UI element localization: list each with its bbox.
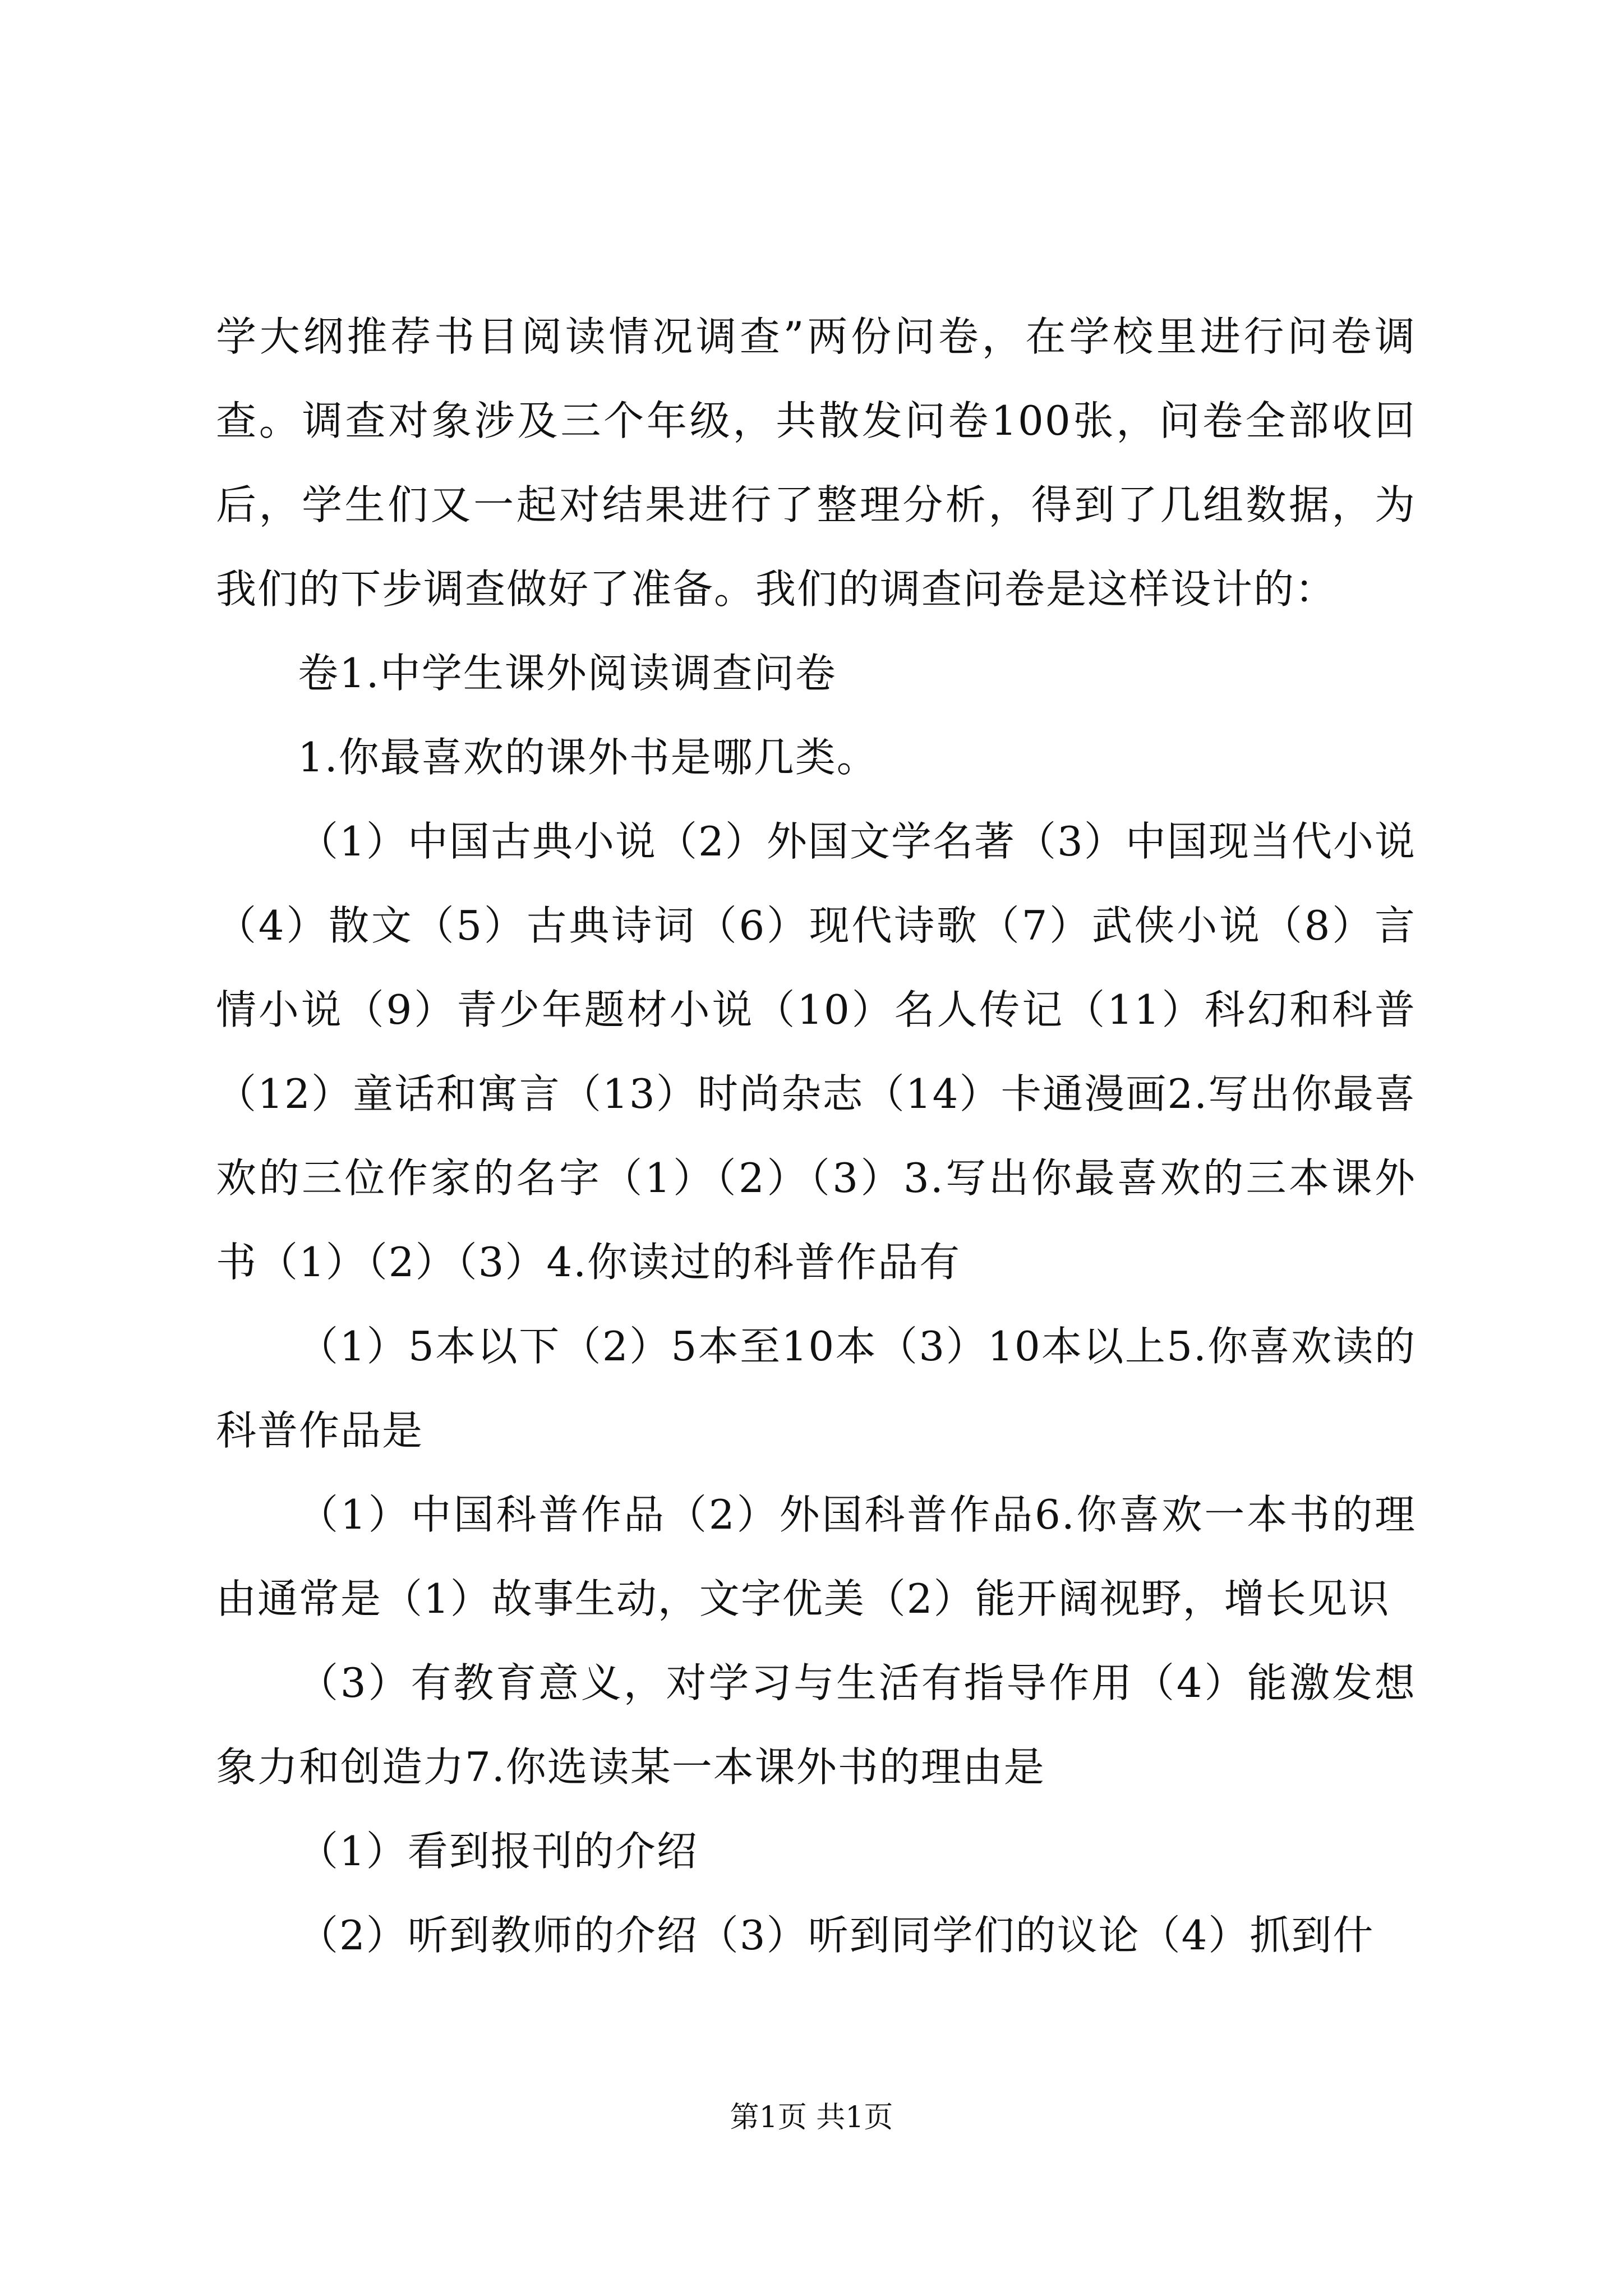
page-number: 第1页 共1页 — [730, 2101, 893, 2134]
document-body — [216, 295, 1416, 1977]
page-footer — [0, 2098, 1623, 2137]
paragraph-question-7-option-1: （1）看到报刊的介绍 — [298, 1828, 698, 1875]
paragraph-questionnaire-title: 卷1.中学生课外阅读调查问卷 — [298, 650, 837, 697]
paragraph-question-6-options: （3）有教育意义，对学习与生活有指导作用（4）能激发想象力和创造力7.你选读某一本课外书的理由是 — [216, 1659, 1416, 1791]
paragraph-intro: 学大纲推荐书目阅读情况调查”两份问卷，在学校里进行问卷调查。调查对象涉及三个年级，共散发问卷100张，问卷全部收回后，学生们又一起对结果进行了整理分析，得到了几组数据，为我们的下步调查做好了准备。我们的调查问卷是这样设计的： — [216, 313, 1416, 613]
paragraph-question-7-options: （2）听到教师的介绍（3）听到同学们的议论（4）抓到什 — [298, 1912, 1375, 1959]
paragraph-question-4-options: （1）5本以下（2）5本至10本（3）10本以上5.你喜欢读的科普作品是 — [216, 1323, 1416, 1454]
paragraph-question-5-options: （1）中国科普作品（2）外国科普作品6.你喜欢一本书的理由通常是（1）故事生动，文字优美（2）能开阔视野，增长见识 — [216, 1491, 1416, 1622]
paragraph-question-1-options: （1）中国古典小说（2）外国文学名著（3）中国现当代小说（4）散文（5）古典诗词（6）现代诗歌（7）武侠小说（8）言情小说（9）青少年题材小说（10）名人传记（11）科幻和科普（12）童话和寓言（13）时尚杂志（14）卡通漫画2.写出你最喜欢的三位作家的名字（1）（2）（3）3.写出你最喜欢的三本课外书（1）（2）（3）4.你读过的科普作品有 — [216, 818, 1416, 1286]
paragraph-question-1: 1.你最喜欢的课外书是哪几类。 — [298, 734, 878, 781]
